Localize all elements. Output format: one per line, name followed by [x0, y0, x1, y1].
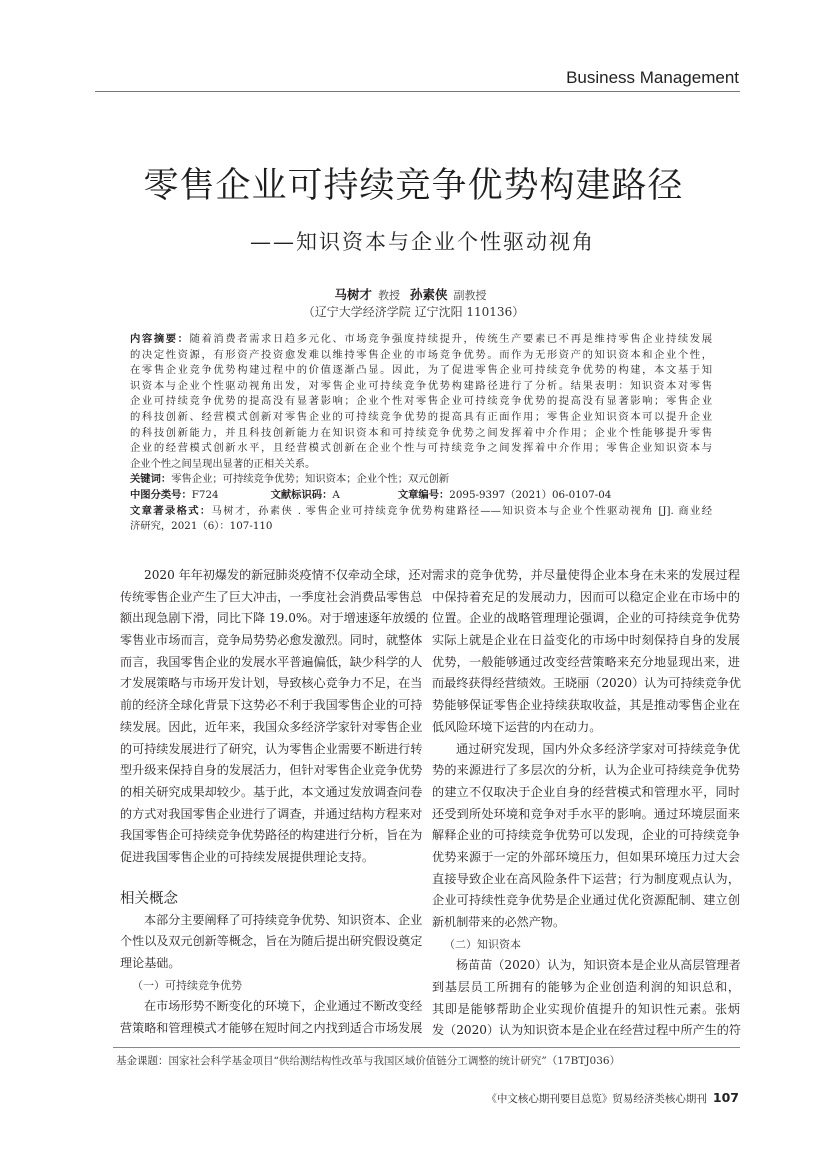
clc-value: F724 [191, 488, 219, 501]
paragraph-line: 解释企业的可持续竞争优势可以发现，企业的可持续竞争 [432, 828, 740, 843]
paragraph-line: 势能够保证零售企业持续获取收益，其是推动零售企业在 [432, 698, 740, 713]
paragraph-line: 中保持着充足的发展动力，因而可以稳定企业在市场中的 [432, 589, 740, 604]
citation-label: 文章著录格式： [130, 504, 212, 517]
paragraph-line: 而最终获得经营绩效。王晓丽（2020）认为可持续竞争优 [432, 676, 741, 691]
keywords [130, 472, 712, 488]
author-name: 马树才 [334, 287, 372, 302]
footnote-rule [113, 1047, 740, 1048]
section-heading: 相关概念 [120, 890, 178, 907]
paragraph-line: 个性以及双元创新等概念，旨在为随后提出研究假设奠定 [120, 934, 423, 949]
paragraph-line: 实际上就是企业在日益变化的市场中时刻保持自身的发展 [432, 633, 740, 648]
paragraph-line: 的方式对我国零售企业进行了调查，并通过结构方程来对 [120, 806, 423, 821]
paragraph-line: 优势来源于一定的外部环境压力，但如果环境压力过大会 [432, 849, 740, 864]
paragraph-line: 理论基础。 [120, 956, 181, 970]
page-number: 107 [712, 1090, 739, 1105]
keywords-value: 零售企业；可持续竞争优势；知识资本；企业个性；双元创新 [171, 473, 450, 486]
citation-line [130, 504, 712, 520]
paragraph-line: 零售业市场而言，竞争局势势必愈发激烈。同时，就整体 [120, 633, 423, 648]
paragraph-line: 的建立不仅取决于企业自身的经营模式和管理水平，同时 [432, 784, 740, 799]
paragraph-line: 本部分主要阐释了可持续竞争优势、知识资本、企业 [144, 912, 423, 927]
paragraph-line: 营策略和管理模式才能够在短时间之内找到适合市场发展 [120, 1021, 423, 1036]
running-head: Business Management [566, 68, 739, 87]
classification-row [130, 488, 712, 504]
clc-label: 中图分类号： [130, 488, 192, 501]
paragraph-line: 促进我国零售企业的可持续发展提供理论支持。 [120, 849, 374, 864]
subsection-heading: （二）知识资本 [444, 937, 521, 951]
citation-line: 济研究，2021（6）：107-110 [130, 520, 273, 533]
abstract-line [130, 332, 712, 348]
article-title: 零售企业可持续竞争优势构建路径 [143, 166, 684, 206]
abstract-line: 的科技创新、经营模式创新对零售企业的可持续竞争优势的提高具有正面作用；零售企业知识资本可以提升企业 [130, 410, 712, 423]
abstract-label: 内容摘要： [130, 333, 190, 345]
paragraph-line: 低风险环境下运营的内在动力。 [432, 719, 602, 734]
paragraph-line: 2020 年年初爆发的新冠肺炎疫情不仅牵动全球，还对 [144, 568, 433, 582]
author-title: 副教授 [453, 289, 487, 302]
body-column-left [120, 565, 433, 1040]
paragraph-line: 型升级来保持自身的发展活力，但针对零售企业竞争优势 [120, 763, 423, 778]
article-no-value: 2095-9397（2021）06-0107-04 [449, 488, 612, 501]
paragraph-line: 前的经济全球化背景下这势必不利于我国零售企业的可持 [120, 698, 423, 713]
paragraph-line: 传统零售企业产生了巨大冲击，一季度社会消费品零售总 [120, 589, 423, 604]
doc-code-value: A [332, 488, 340, 501]
paragraph-line: 续发展。因此，近年来，我国众多经济学家针对零售企业 [120, 719, 423, 734]
paragraph-line: 而言，我国零售企业的发展水平普遍偏低，缺少科学的人 [120, 654, 423, 669]
affiliation: （辽宁大学经济学院 辽宁沈阳 110136） [302, 305, 525, 319]
paragraph-line: 企业可持续性竞争优势是企业通过优化资源配制、建立创 [432, 893, 740, 908]
citation-text: 马树才，孙素侠 . 零售企业可持续竞争优势构建路径——知识资本与企业个性驱动视角 [J]. 商业经 [211, 504, 712, 517]
abstract-line: 企业可持续竞争优势的提高没有显著影响；企业个性对零售企业可持续竞争优势的提高没有显著影响；零售企业 [130, 395, 712, 408]
fund-footnote: 基金课题：国家社会科学基金项目“供给测结构性改革与我国区域价值链分工调整的统计研究”（17BTJ036） [116, 1055, 621, 1067]
paragraph-line: 新机制带来的必然产物。 [432, 915, 566, 929]
paragraph-line: 我国零售企可持续竞争优势路径的构建进行分析，旨在为 [120, 828, 423, 843]
paragraph-line: 的可持续发展进行了研究，认为零售企业需要不断进行转 [120, 741, 423, 756]
abstract-line: 在零售企业竞争优势构建过程中的价值逐渐凸显。因此，为了促进零售企业可持续竞争优势的构建，本文基于知 [130, 364, 712, 377]
abstract-block [130, 332, 712, 535]
doc-code-label: 文献标识码： [270, 488, 333, 501]
paragraph-line: 位置。企业的战略管理理论强调，企业的可持续竞争优势 [432, 611, 740, 626]
page-footer [486, 1090, 739, 1106]
paragraph-line: 通过研究发现，国内外众多经济学家对可持续竞争优 [456, 741, 740, 756]
abstract-line: 企业的经营模式创新水平，且经营模式创新在企业个性与可持续竞争之间发挥着中介作用；零售企业知识资本与 [130, 442, 712, 455]
paragraph-line: 直接导致企业在高风险条件下运营；行为制度观点认为， [432, 871, 740, 886]
abstract-line: 的决定性资源，有形资产投资愈发难以维持零售企业的市场竞争优势。而作为无形资产的知识资本和企业个性， [130, 348, 712, 361]
author-title: 教授 [378, 289, 400, 302]
paragraph-line: 杨苗苗（2020）认为，知识资本是企业从高层管理者 [456, 958, 741, 973]
subsection-heading: （一）可持续竞争优势 [132, 978, 242, 992]
paragraph-line: 还受到所处环境和竞争对手水平的影响。通过环境层面来 [432, 806, 740, 821]
author-name: 孙素侠 [409, 287, 448, 302]
abstract-line: 的科技创新能力，并且科技创新能力在知识资本和可持续竞争优势之间发挥着中介作用；企业个性能够提升零售 [130, 426, 712, 439]
paragraph-line: 需求的竞争优势，并尽量使得企业本身在未来的发展过程 [432, 568, 740, 582]
header-rule [95, 91, 740, 92]
paragraph-line: 才发展策略与市场开发计划，导致核心竞争力不足，在当 [120, 676, 423, 691]
paragraph-line: 其即是能够帮助企业实现价值提升的知识性元素。张炳 [432, 1001, 740, 1016]
abstract-text: 随着消费者需求日趋多元化、市场竞争强度持续提升，传统生产要素已不再是维持零售企业持续发展 [189, 333, 713, 345]
journal-index-note: 《中文核心期刊要目总览》贸易经济类核心期刊 [486, 1093, 707, 1105]
abstract-line: 企业个性之间呈现出显著的正相关关系。 [130, 457, 316, 470]
paragraph-line: 在市场形势不断变化的环境下，企业通过不断改变经 [144, 999, 423, 1014]
paragraph-line: 发（2020）认为知识资本是企业在经营过程中所产生的符 [432, 1023, 741, 1038]
body-column-right [432, 565, 740, 1042]
abstract-line: 识资本与企业个性驱动视角出发，对零售企业可持续竞争优势构建路径进行了分析。结果表明：知识资本对零售 [130, 379, 712, 392]
keywords-label: 关键词： [130, 473, 172, 486]
paragraph-line: 的相关研究成果却较少。基于此，本文通过发放调查问卷 [120, 784, 423, 799]
paragraph-line: 势的来源进行了多层次的分析，认为企业可持续竞争优势 [432, 763, 740, 778]
article-subtitle: ——知识资本与企业个性驱动视角 [250, 230, 595, 254]
paragraph-line: 额出现急剧下滑，同比下降 19.0%。对于增速逐年放缓的 [120, 611, 429, 626]
abstract-text [130, 332, 712, 472]
paragraph-line: 到基层员工所拥有的能够为企业创造利润的知识总和， [432, 980, 740, 995]
paragraph-line: 优势，一般能够通过改变经营策略来充分地显现出来，进 [432, 654, 740, 669]
article-no-label: 文章编号： [397, 488, 450, 501]
authors [0, 285, 827, 303]
